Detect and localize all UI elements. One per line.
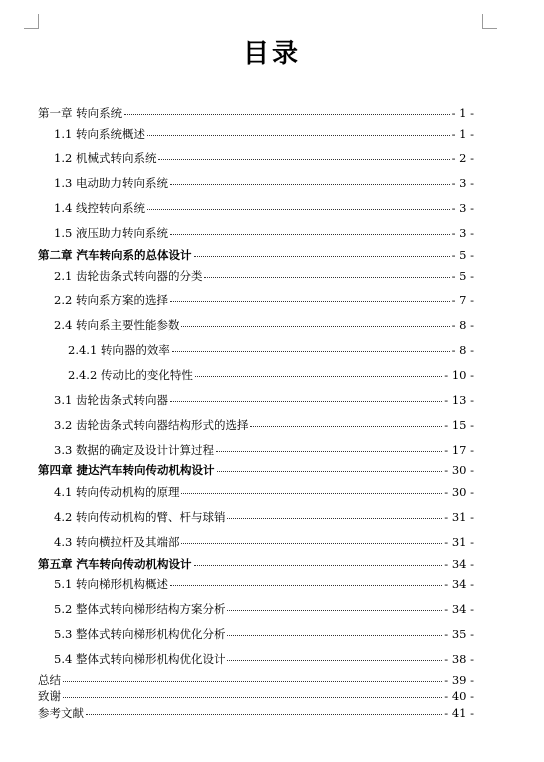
toc-entry-label: 5.1 转向梯形机构概述 — [54, 577, 168, 591]
toc-entry[interactable] — [68, 343, 474, 357]
toc-entry-page-number: - 13 - — [444, 393, 474, 407]
dot-leader — [250, 426, 442, 427]
toc-entry[interactable] — [54, 127, 474, 141]
dot-leader — [217, 471, 443, 472]
dot-leader — [158, 159, 449, 160]
toc-entry-label: 总结 — [38, 673, 61, 687]
toc-entry-page-number: - 3 - — [451, 176, 474, 190]
toc-entry[interactable] — [68, 368, 474, 382]
toc-entry-label: 3.2 齿轮齿条式转向器结构形式的选择 — [54, 418, 249, 432]
toc-entry[interactable] — [54, 269, 474, 283]
toc-entry[interactable] — [54, 293, 474, 307]
toc-entry-label: 第一章 转向系统 — [38, 106, 123, 120]
toc-entry-page-number: - 34 - — [444, 577, 474, 591]
toc-entry[interactable] — [38, 706, 474, 720]
toc-entry[interactable] — [54, 577, 474, 591]
dot-leader — [86, 714, 442, 715]
dot-leader — [170, 585, 442, 586]
toc-entry[interactable] — [54, 176, 474, 190]
toc-entry-page-number: - 2 - — [451, 151, 474, 165]
toc-entry-label: 3.3 数据的确定及设计计算过程 — [54, 443, 214, 457]
dot-leader — [63, 681, 442, 682]
toc-entry-page-number: - 7 - — [451, 293, 474, 307]
toc-entry[interactable] — [54, 226, 474, 240]
toc-entry[interactable] — [54, 443, 474, 457]
toc-entry-label: 3.1 齿轮齿条式转向器 — [54, 393, 168, 407]
toc-entry-label: 致谢 — [38, 689, 61, 703]
dot-leader — [172, 351, 450, 352]
toc-entry-label: 1.3 电动助力转向系统 — [54, 176, 168, 190]
toc-entry-label: 2.4 转向系主要性能参数 — [54, 318, 180, 332]
toc-entry[interactable] — [38, 106, 474, 120]
toc-entry-label: 参考文献 — [38, 706, 84, 720]
dot-leader — [181, 326, 449, 327]
toc-entry[interactable] — [54, 652, 474, 666]
toc-entry-label: 1.1 转向系统概述 — [54, 127, 145, 141]
toc-entry[interactable] — [54, 418, 474, 432]
toc-entry-label: 5.3 整体式转向梯形机构优化分析 — [54, 627, 226, 641]
toc-entry[interactable] — [54, 510, 474, 524]
dot-leader — [227, 518, 442, 519]
dot-leader — [124, 114, 449, 115]
toc-entry-label: 4.2 转向传动机构的臂、杆与球销 — [54, 510, 226, 524]
toc-entry-page-number: - 35 - — [444, 627, 474, 641]
toc-entry-page-number: - 31 - — [444, 535, 474, 549]
toc-entry[interactable] — [54, 151, 474, 165]
toc-entry-page-number: - 31 - — [444, 510, 474, 524]
toc-entry-page-number: - 5 - — [451, 248, 474, 262]
dot-leader — [147, 135, 450, 136]
dot-leader — [195, 376, 442, 377]
toc-entry[interactable] — [54, 318, 474, 332]
toc-entry-label: 第四章 捷达汽车转向传动机构设计 — [38, 463, 215, 477]
toc-entry-label: 2.4.2 传动比的变化特性 — [68, 368, 193, 382]
dot-leader — [63, 697, 442, 698]
toc-entry[interactable] — [38, 557, 474, 571]
toc-entry-page-number: - 8 - — [451, 318, 474, 332]
toc-entry-page-number: - 5 - — [451, 269, 474, 283]
toc-entry[interactable] — [54, 485, 474, 499]
dot-leader — [204, 277, 449, 278]
toc-entry-page-number: - 30 - — [444, 485, 474, 499]
dot-leader — [170, 184, 450, 185]
toc-entry-label: 第五章 汽车转向传动机构设计 — [38, 557, 192, 571]
toc-entry-label: 4.1 转向传动机构的原理 — [54, 485, 180, 499]
toc-entry-page-number: - 10 - — [444, 368, 474, 382]
toc-entry-label: 4.3 转向横拉杆及其端部 — [54, 535, 180, 549]
toc-entry-page-number: - 34 - — [444, 557, 474, 571]
toc-entry-label: 1.2 机械式转向系统 — [54, 151, 157, 165]
toc-entry-page-number: - 39 - — [444, 673, 474, 687]
dot-leader — [216, 451, 442, 452]
toc-entry[interactable] — [38, 689, 474, 703]
toc-entry-page-number: - 8 - — [451, 343, 474, 357]
toc-entry-page-number: - 17 - — [444, 443, 474, 457]
dot-leader — [227, 610, 442, 611]
toc-entry-label: 1.4 线控转向系统 — [54, 201, 145, 215]
toc-entry-page-number: - 1 - — [451, 106, 474, 120]
toc-entry[interactable] — [38, 463, 474, 477]
toc-entry[interactable] — [54, 201, 474, 215]
toc-entry-label: 1.5 液压助力转向系统 — [54, 226, 168, 240]
toc-entry-label: 2.2 转向系方案的选择 — [54, 293, 168, 307]
dot-leader — [227, 660, 442, 661]
toc-entry-page-number: - 41 - — [444, 706, 474, 720]
dot-leader — [194, 256, 450, 257]
toc-entry-label: 2.1 齿轮齿条式转向器的分类 — [54, 269, 203, 283]
toc-entry-page-number: - 3 - — [451, 201, 474, 215]
dot-leader — [181, 543, 442, 544]
toc-entry-label: 5.4 整体式转向梯形机构优化设计 — [54, 652, 226, 666]
toc-entry-page-number: - 3 - — [451, 226, 474, 240]
toc-entry-page-number: - 30 - — [444, 463, 474, 477]
dot-leader — [170, 401, 442, 402]
toc-entry-label: 第二章 汽车转向系的总体设计 — [38, 248, 192, 262]
dot-leader — [194, 565, 443, 566]
dot-leader — [181, 493, 442, 494]
dot-leader — [227, 635, 442, 636]
dot-leader — [170, 301, 450, 302]
toc-entry[interactable] — [38, 248, 474, 262]
toc-entry-page-number: - 1 - — [451, 127, 474, 141]
page-title: 目录 — [242, 39, 301, 69]
toc-entry[interactable] — [54, 393, 474, 407]
dot-leader — [147, 209, 450, 210]
dot-leader — [170, 234, 450, 235]
toc-entry[interactable] — [54, 602, 474, 616]
toc-entry-page-number: - 15 - — [444, 418, 474, 432]
toc-entry-page-number: - 40 - — [444, 689, 474, 703]
toc-entry-label: 2.4.1 转向器的效率 — [68, 343, 170, 357]
toc-entry[interactable] — [38, 673, 474, 687]
toc-entry-page-number: - 34 - — [444, 602, 474, 616]
toc-entry[interactable] — [54, 627, 474, 641]
toc-entry[interactable] — [54, 535, 474, 549]
toc-entry-label: 5.2 整体式转向梯形结构方案分析 — [54, 602, 226, 616]
toc-entry-page-number: - 38 - — [444, 652, 474, 666]
